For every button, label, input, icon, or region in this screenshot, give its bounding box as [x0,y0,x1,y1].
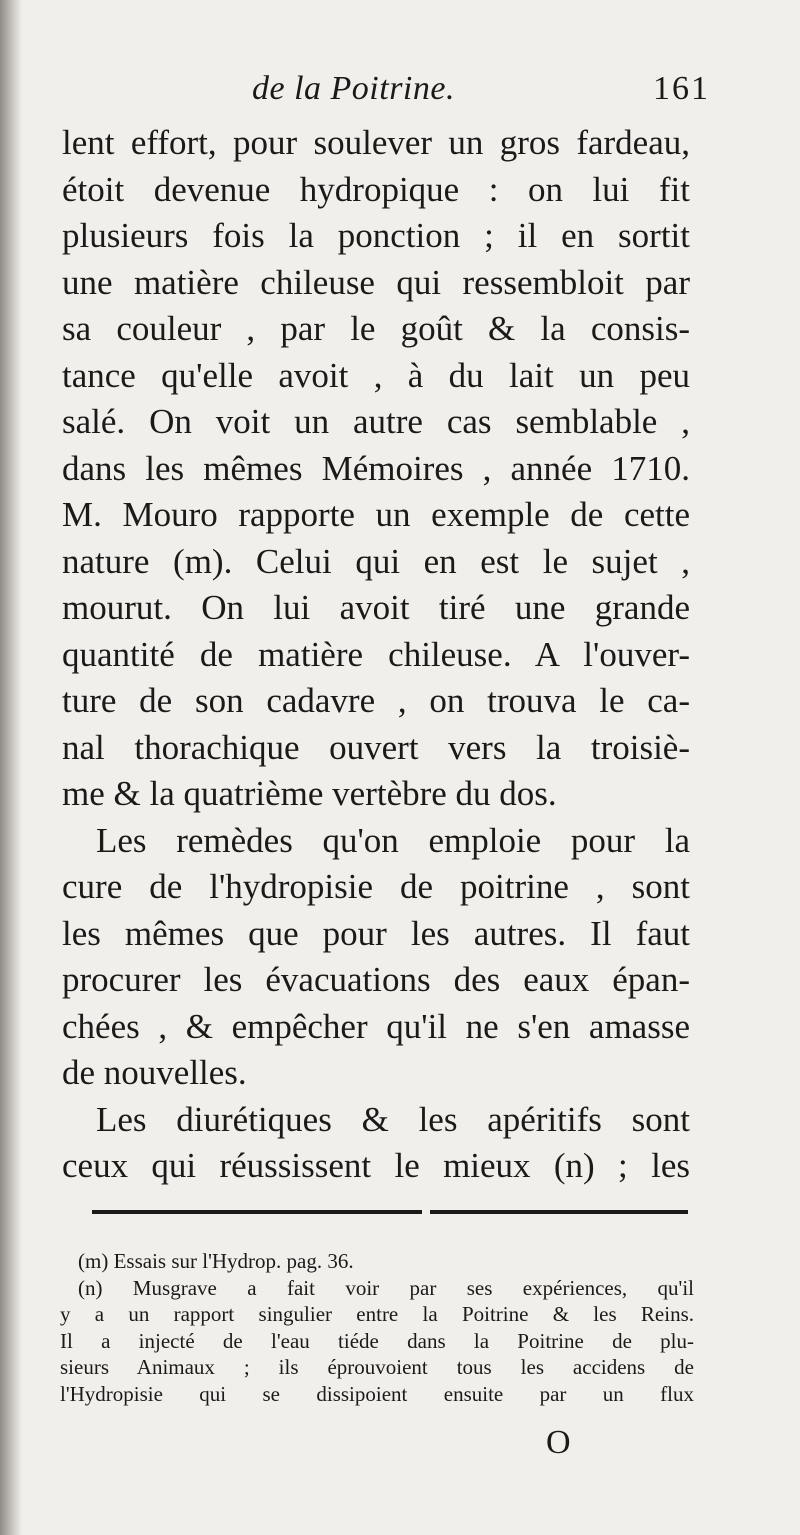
body-line: lent effort, pour soulever un gros fardeau, [62,123,690,162]
body-line: ture de son cadavre , on trouva le ca- [62,681,690,720]
footnote-line: y a un rapport singulier entre la Poitrine & les Reins. [60,1302,694,1326]
body-line: nature (m). Celui qui en est le sujet , [62,541,690,581]
body-text [62,120,690,1190]
footnote-line: (n) Musgrave a fait voir par ses expériences, qu'il [78,1275,694,1300]
paragraph-start-line: Les diurétiques & les apéritifs sont [96,1099,690,1139]
footnotes [60,1248,694,1407]
footnote-separator [92,1210,688,1216]
page-header [60,70,710,120]
body-line: chées , & empêcher qu'il ne s'en amasse [62,1006,690,1046]
body-line: de nouvelles. [62,1053,247,1092]
body-line: les mêmes que pour les autres. Il faut [62,913,690,953]
running-title: de la Poitrine. [252,70,455,107]
footnote-line: sieurs Animaux ; ils éprouvoient tous les accidens de [60,1355,694,1379]
separator-rule [430,1210,688,1214]
signature-mark: O [546,1424,571,1461]
body-line: salé. On voit un autre cas semblable , [62,402,690,441]
body-line: ceux qui réussissent le mieux (n) ; les [62,1146,690,1185]
separator-rule [92,1210,422,1214]
body-line: tance qu'elle avoit , à du lait un peu [62,355,690,395]
body-line: cure de l'hydropisie de poitrine , sont [62,867,690,906]
paragraph-start-line: Les remèdes qu'on emploie pour la [96,820,690,860]
body-line: me & la quatrième vertèbre du dos. [62,774,557,813]
body-line: nal thorachique ouvert vers la troisiè- [62,727,690,767]
body-line: une matière chileuse qui ressembloit par [62,262,690,302]
body-line: procurer les évacuations des eaux épan- [62,960,690,999]
footnote-line: Il a injecté de l'eau tiéde dans la Poitrine de plu- [60,1328,694,1353]
body-line: quantité de matière chileuse. A l'ouver- [62,634,690,674]
footnote-line: (m) Essais sur l'Hydrop. pag. 36. [78,1249,354,1273]
body-line: étoit devenue hydropique : on lui fit [62,169,690,209]
body-line: M. Mouro rapporte un exemple de cette [62,495,690,534]
body-line: sa couleur , par le goût & la consis- [62,309,690,348]
page-number: 161 [653,70,710,107]
body-line: dans les mêmes Mémoires , année 1710. [62,448,690,488]
footnote-line: l'Hydropisie qui se dissipoient ensuite par un flux [60,1381,694,1406]
body-line: mourut. On lui avoit tiré une grande [62,588,690,627]
body-line: plusieurs fois la ponction ; il en sortit [62,216,690,255]
